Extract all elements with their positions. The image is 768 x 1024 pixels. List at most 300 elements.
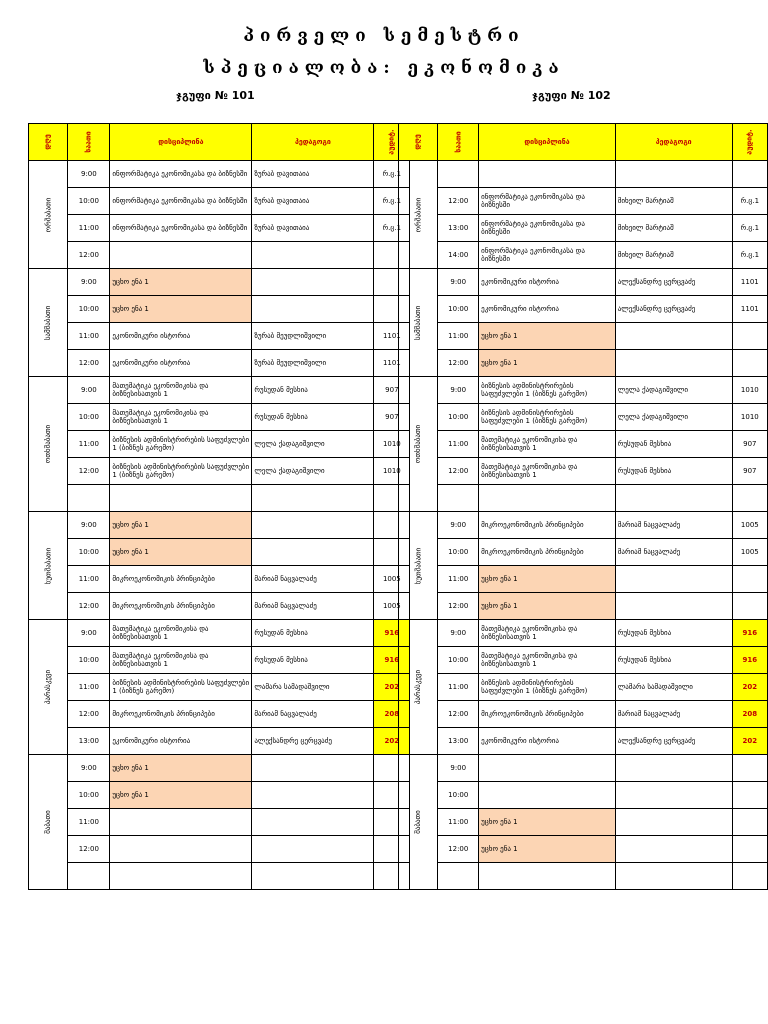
room-cell: 916 [374, 647, 410, 674]
teacher-cell [252, 242, 374, 269]
table-row [29, 593, 410, 620]
room-cell: რ.ც.1 [732, 188, 767, 215]
table-row [399, 215, 768, 242]
subject-cell: ბიზნესის ადმინისტრირების საფუძვლები 1 (ბიზნეს გარემო) [110, 458, 252, 485]
table-row [29, 647, 410, 674]
room-cell: 1010 [374, 458, 410, 485]
room-cell: 916 [374, 620, 410, 647]
time-cell: 9:00 [438, 269, 479, 296]
room-cell: 907 [374, 404, 410, 431]
table-row [399, 674, 768, 701]
teacher-cell [615, 593, 732, 620]
column-header [252, 124, 374, 161]
column-header [399, 124, 438, 161]
time-cell: 12:00 [438, 701, 479, 728]
teacher-cell: მიხეილ მარტიაშ [615, 215, 732, 242]
table-row [399, 863, 768, 890]
teacher-cell [252, 512, 374, 539]
teacher-cell [615, 809, 732, 836]
room-cell: 907 [732, 458, 767, 485]
table-row [29, 377, 410, 404]
subject-cell: უცხო ენა 1 [479, 809, 616, 836]
room-cell: 208 [374, 701, 410, 728]
subject-cell: მიკროეკონომიკის პრინციპები [110, 566, 252, 593]
table-row [399, 701, 768, 728]
teacher-cell: რუსუდან მესხია [252, 404, 374, 431]
subject-cell: მიკროეკონომიკის პრინციპები [110, 593, 252, 620]
subject-cell: უცხო ენა 1 [110, 296, 252, 323]
room-cell [732, 593, 767, 620]
teacher-cell: რუსუდან მესხია [615, 458, 732, 485]
subject-cell [479, 485, 616, 512]
time-cell: 9:00 [68, 161, 110, 188]
time-cell: 10:00 [68, 296, 110, 323]
column-header-label: პედაგოგი [655, 138, 692, 146]
time-cell: 10:00 [438, 539, 479, 566]
room-cell: 1101 [374, 323, 410, 350]
table-row [399, 458, 768, 485]
teacher-cell: რუსუდან მესხია [252, 647, 374, 674]
time-cell: 12:00 [68, 836, 110, 863]
day-cell [29, 377, 68, 512]
room-cell [732, 755, 767, 782]
time-cell: 11:00 [438, 674, 479, 701]
teacher-cell: ლელა ქადაგიშვილი [615, 377, 732, 404]
day-label: ოთხშაბათი [44, 424, 53, 464]
subject-cell: მათემატიკა ეკონომიკისა და ბიზნესისათვის 1 [110, 620, 252, 647]
subject-cell: ბიზნესის ადმინისტრირების საფუძვლები 1 (ბიზნეს გარემო) [110, 431, 252, 458]
table-row [399, 620, 768, 647]
subject-cell: მათემატიკა ეკონომიკისა და ბიზნესისათვის 1 [479, 647, 616, 674]
time-cell: 12:00 [68, 593, 110, 620]
subject-cell: ინფორმატიკა ეკონომიკასა და ბიზნესში [479, 242, 616, 269]
subject-cell: მიკროეკონომიკის პრინციპები [479, 539, 616, 566]
teacher-cell [252, 269, 374, 296]
time-cell: 12:00 [68, 701, 110, 728]
subject-cell [110, 863, 252, 890]
table-row [29, 161, 410, 188]
room-cell: 916 [732, 647, 767, 674]
day-cell [399, 377, 438, 512]
subject-cell [479, 161, 616, 188]
time-cell: 10:00 [68, 647, 110, 674]
column-header-label: დღე [414, 134, 423, 150]
subject-cell: მათემატიკა ეკონომიკისა და ბიზნესისათვის 1 [479, 620, 616, 647]
subject-cell: ინფორმატიკა ეკონომიკასა და ბიზნესში [479, 215, 616, 242]
subject-cell: მათემატიკა ეკონომიკისა და ბიზნესისათვის 1 [110, 377, 252, 404]
time-cell: 11:00 [68, 215, 110, 242]
column-header [438, 124, 479, 161]
teacher-cell: ლამარა სამადაშვილი [252, 674, 374, 701]
time-cell: 13:00 [438, 728, 479, 755]
teacher-cell: მარიამ ნაცვალაძე [252, 701, 374, 728]
day-cell [399, 512, 438, 620]
column-header-label: დისციპლინა [158, 138, 204, 146]
teacher-cell: ალექსანდრე ცერცვაძე [252, 728, 374, 755]
time-cell [438, 863, 479, 890]
time-cell: 14:00 [438, 242, 479, 269]
table-row [399, 242, 768, 269]
room-cell: 907 [374, 377, 410, 404]
teacher-cell: ზურაბ დავითაია [252, 161, 374, 188]
subject-cell: უცხო ენა 1 [479, 323, 616, 350]
room-cell: 1010 [732, 404, 767, 431]
time-cell: 10:00 [68, 782, 110, 809]
subject-cell: ეკონომიკური ისტორია [110, 323, 252, 350]
room-cell [732, 863, 767, 890]
teacher-cell: ზურაბ მეუდლიშვილი [252, 323, 374, 350]
day-label: შაბათი [414, 810, 423, 834]
teacher-cell [252, 485, 374, 512]
day-cell [29, 161, 68, 269]
time-cell: 9:00 [68, 620, 110, 647]
time-cell: 9:00 [438, 377, 479, 404]
room-cell [732, 323, 767, 350]
table-row [29, 485, 410, 512]
subject-cell [110, 809, 252, 836]
time-cell: 11:00 [438, 431, 479, 458]
subject-cell [479, 863, 616, 890]
subject-cell: მიკროეკონომიკის პრინციპები [479, 512, 616, 539]
table-row [399, 485, 768, 512]
table-header-row [399, 124, 768, 161]
table-row [29, 701, 410, 728]
column-header [615, 124, 732, 161]
room-cell: 1005 [732, 512, 767, 539]
room-cell: 202 [732, 674, 767, 701]
room-cell [732, 782, 767, 809]
room-cell: 1005 [732, 539, 767, 566]
table-row [29, 728, 410, 755]
day-cell [29, 755, 68, 890]
subject-cell: მათემატიკა ეკონომიკისა და ბიზნესისათვის 1 [479, 431, 616, 458]
table-row [399, 755, 768, 782]
room-cell: რ.ც.1 [732, 215, 767, 242]
day-cell [399, 269, 438, 377]
table-row [29, 512, 410, 539]
subject-cell: უცხო ენა 1 [110, 782, 252, 809]
time-cell: 11:00 [438, 809, 479, 836]
teacher-cell: ლამარა სამადაშვილი [615, 674, 732, 701]
page-title: პირველი სემესტრი [243, 26, 525, 46]
subject-cell: უცხო ენა 1 [479, 566, 616, 593]
subject-cell: ეკონომიკური ისტორია [479, 296, 616, 323]
time-cell: 9:00 [438, 620, 479, 647]
day-cell [399, 755, 438, 890]
table-row [399, 647, 768, 674]
room-cell: რ.ც.1 [732, 242, 767, 269]
teacher-cell [615, 836, 732, 863]
room-cell: 1010 [374, 431, 410, 458]
teacher-cell [615, 566, 732, 593]
subject-cell: ეკონომიკური ისტორია [110, 728, 252, 755]
time-cell: 11:00 [68, 809, 110, 836]
room-cell [732, 485, 767, 512]
subject-cell: მათემატიკა ეკონომიკისა და ბიზნესისათვის 1 [110, 647, 252, 674]
column-header-label: აუდიტ. [387, 129, 396, 155]
day-label: პარასკევი [44, 669, 53, 705]
teacher-cell [252, 836, 374, 863]
table-row [399, 377, 768, 404]
column-header-label: საათი [454, 131, 463, 153]
day-label: ხუთშაბათი [44, 547, 53, 584]
teacher-cell [252, 782, 374, 809]
schedule-table-group-102 [398, 123, 768, 890]
time-cell: 13:00 [68, 728, 110, 755]
subject-cell [110, 836, 252, 863]
day-cell [29, 269, 68, 377]
day-label: პარასკევი [414, 669, 423, 705]
table-row [29, 296, 410, 323]
day-cell [29, 512, 68, 620]
column-header [110, 124, 252, 161]
time-cell [438, 485, 479, 512]
subject-cell: ბიზნესის ადმინისტრირების საფუძვლები 1 (ბიზნეს გარემო) [479, 674, 616, 701]
subject-cell [110, 485, 252, 512]
page-subtitle: სპეციალობა: ეკონომიკა [203, 58, 565, 78]
day-label: შაბათი [44, 810, 53, 834]
teacher-cell: რუსუდან მესხია [615, 620, 732, 647]
subject-cell: ინფორმატიკა ეკონომიკასა და ბიზნესში [110, 188, 252, 215]
teacher-cell [252, 296, 374, 323]
day-cell [399, 620, 438, 755]
time-cell: 12:00 [68, 242, 110, 269]
table-row [29, 242, 410, 269]
time-cell: 12:00 [68, 458, 110, 485]
teacher-cell: მიხეილ მარტიაშ [615, 188, 732, 215]
time-cell: 10:00 [68, 188, 110, 215]
time-cell: 12:00 [438, 836, 479, 863]
table-row [29, 674, 410, 701]
time-cell: 12:00 [68, 350, 110, 377]
column-header [68, 124, 110, 161]
teacher-cell [252, 539, 374, 566]
time-cell: 11:00 [68, 566, 110, 593]
subject-cell: უცხო ენა 1 [479, 350, 616, 377]
room-cell: 202 [374, 728, 410, 755]
teacher-cell [615, 350, 732, 377]
table-row [399, 404, 768, 431]
table-row [399, 809, 768, 836]
teacher-cell: ლელა ქადაგიშვილი [252, 458, 374, 485]
table-row [29, 620, 410, 647]
time-cell: 11:00 [438, 566, 479, 593]
room-cell: 1101 [732, 296, 767, 323]
table-row [29, 215, 410, 242]
subject-cell: უცხო ენა 1 [110, 269, 252, 296]
time-cell: 9:00 [438, 755, 479, 782]
column-header-label: დისციპლინა [524, 138, 570, 146]
time-cell [68, 485, 110, 512]
teacher-cell: მარიამ ნაცვალაძე [615, 512, 732, 539]
teacher-cell [615, 161, 732, 188]
teacher-cell: მარიამ ნაცვალაძე [252, 593, 374, 620]
table-row [399, 431, 768, 458]
time-cell: 12:00 [438, 188, 479, 215]
subject-cell: უცხო ენა 1 [110, 755, 252, 782]
teacher-cell [615, 323, 732, 350]
table-row [29, 836, 410, 863]
table-row [29, 350, 410, 377]
table-row [399, 188, 768, 215]
table-row [29, 431, 410, 458]
teacher-cell [252, 755, 374, 782]
day-cell [29, 620, 68, 755]
column-header-label: საათი [84, 131, 93, 153]
time-cell: 9:00 [68, 377, 110, 404]
subject-cell: ინფორმატიკა ეკონომიკასა და ბიზნესში [110, 161, 252, 188]
table-row [399, 728, 768, 755]
day-label: ოთხშაბათი [414, 424, 423, 464]
teacher-cell: მარიამ ნაცვალაძე [615, 701, 732, 728]
room-cell: 202 [374, 674, 410, 701]
time-cell: 11:00 [438, 323, 479, 350]
room-cell [732, 161, 767, 188]
teacher-cell [252, 863, 374, 890]
room-cell: 202 [732, 728, 767, 755]
time-cell [68, 863, 110, 890]
column-header-label: პედაგოგი [294, 138, 331, 146]
table-row [399, 161, 768, 188]
room-cell: 1005 [374, 566, 410, 593]
room-cell: 1101 [374, 350, 410, 377]
room-cell: 907 [732, 431, 767, 458]
table-row [399, 296, 768, 323]
subject-cell: მიკროეკონომიკის პრინციპები [110, 701, 252, 728]
subject-cell: უცხო ენა 1 [110, 539, 252, 566]
table-row [29, 755, 410, 782]
teacher-cell: ზურაბ მეუდლიშვილი [252, 350, 374, 377]
time-cell: 9:00 [438, 512, 479, 539]
teacher-cell: ზურაბ დავითაია [252, 215, 374, 242]
teacher-cell: მარიამ ნაცვალაძე [252, 566, 374, 593]
teacher-cell: ალექსანდრე ცერცვაძე [615, 269, 732, 296]
subject-cell: ინფორმატიკა ეკონომიკასა და ბიზნესში [479, 188, 616, 215]
table-header-row [29, 124, 410, 161]
day-cell [399, 161, 438, 269]
teacher-cell: რუსუდან მესხია [615, 431, 732, 458]
table-row [399, 566, 768, 593]
time-cell: 10:00 [438, 296, 479, 323]
table-row [29, 782, 410, 809]
table-row [29, 188, 410, 215]
teacher-cell: რუსუდან მესხია [252, 620, 374, 647]
day-label: ორშაბათი [44, 197, 53, 232]
teacher-cell: ალექსანდრე ცერცვაძე [615, 728, 732, 755]
table-row [399, 350, 768, 377]
teacher-cell: ლელა ქადაგიშვილი [615, 404, 732, 431]
teacher-cell [615, 863, 732, 890]
subject-cell: ინფორმატიკა ეკონომიკასა და ბიზნესში [110, 215, 252, 242]
table-row [29, 809, 410, 836]
column-header [29, 124, 68, 161]
subject-cell: ბიზნესის ადმინისტრირების საფუძვლები 1 (ბიზნეს გარემო) [479, 377, 616, 404]
room-cell: რ.ც.1 [374, 215, 410, 242]
column-header-label: დღე [44, 134, 53, 150]
teacher-cell [252, 809, 374, 836]
day-label: ორშაბათი [414, 197, 423, 232]
subject-cell [479, 755, 616, 782]
teacher-cell: მიხეილ მარტიაშ [615, 242, 732, 269]
teacher-cell: ალექსანდრე ცერცვაძე [615, 296, 732, 323]
table-row [399, 269, 768, 296]
teacher-cell [615, 755, 732, 782]
time-cell: 10:00 [438, 782, 479, 809]
table-row [399, 512, 768, 539]
time-cell: 11:00 [68, 431, 110, 458]
table-row [29, 323, 410, 350]
room-cell [732, 809, 767, 836]
time-cell: 11:00 [68, 674, 110, 701]
teacher-cell [615, 485, 732, 512]
day-label: ხუთშაბათი [414, 547, 423, 584]
teacher-cell: რუსუდან მესხია [252, 377, 374, 404]
time-cell: 9:00 [68, 755, 110, 782]
table-row [29, 269, 410, 296]
room-cell: რ.ც.1 [374, 188, 410, 215]
column-header-label: აუდიტ. [745, 129, 754, 155]
table-row [399, 782, 768, 809]
teacher-cell: ლელა ქადაგიშვილი [252, 431, 374, 458]
subject-cell: უცხო ენა 1 [479, 836, 616, 863]
teacher-cell: რუსუდან მესხია [615, 647, 732, 674]
room-cell: 1005 [374, 593, 410, 620]
subject-cell: ბიზნესის ადმინისტრირების საფუძვლები 1 (ბიზნეს გარემო) [110, 674, 252, 701]
time-cell: 12:00 [438, 593, 479, 620]
subject-cell: უცხო ენა 1 [110, 512, 252, 539]
time-cell: 10:00 [438, 647, 479, 674]
teacher-cell [615, 782, 732, 809]
column-header [479, 124, 616, 161]
table-row [29, 539, 410, 566]
table-row [29, 404, 410, 431]
room-cell: 208 [732, 701, 767, 728]
time-cell: 10:00 [68, 539, 110, 566]
room-cell [732, 350, 767, 377]
time-cell: 12:00 [438, 350, 479, 377]
time-cell [438, 161, 479, 188]
teacher-cell: ზურაბ დავითაია [252, 188, 374, 215]
subject-cell: უცხო ენა 1 [479, 593, 616, 620]
time-cell: 9:00 [68, 512, 110, 539]
table-row [399, 593, 768, 620]
time-cell: 11:00 [68, 323, 110, 350]
day-label: სამშაბათი [414, 305, 423, 340]
time-cell: 12:00 [438, 458, 479, 485]
subject-cell [479, 782, 616, 809]
time-cell: 10:00 [438, 404, 479, 431]
table-row [399, 323, 768, 350]
room-cell: 1010 [732, 377, 767, 404]
table-row [29, 458, 410, 485]
subject-cell: მიკროეკონომიკის პრინციპები [479, 701, 616, 728]
room-cell: რ.ც.1 [374, 161, 410, 188]
subject-cell [110, 242, 252, 269]
room-cell: 1101 [732, 269, 767, 296]
subject-cell: ეკონომიკური ისტორია [110, 350, 252, 377]
subject-cell: ეკონომიკური ისტორია [479, 269, 616, 296]
room-cell [732, 836, 767, 863]
subject-cell: ეკონომიკური ისტორია [479, 728, 616, 755]
room-cell: 916 [732, 620, 767, 647]
group-label-101: ჯგუფი № 101 [176, 89, 255, 102]
teacher-cell: მარიამ ნაცვალაძე [615, 539, 732, 566]
room-cell [732, 566, 767, 593]
time-cell: 10:00 [68, 404, 110, 431]
subject-cell: მათემატიკა ეკონომიკისა და ბიზნესისათვის 1 [110, 404, 252, 431]
group-label-102: ჯგუფი № 102 [532, 89, 611, 102]
table-row [29, 863, 410, 890]
